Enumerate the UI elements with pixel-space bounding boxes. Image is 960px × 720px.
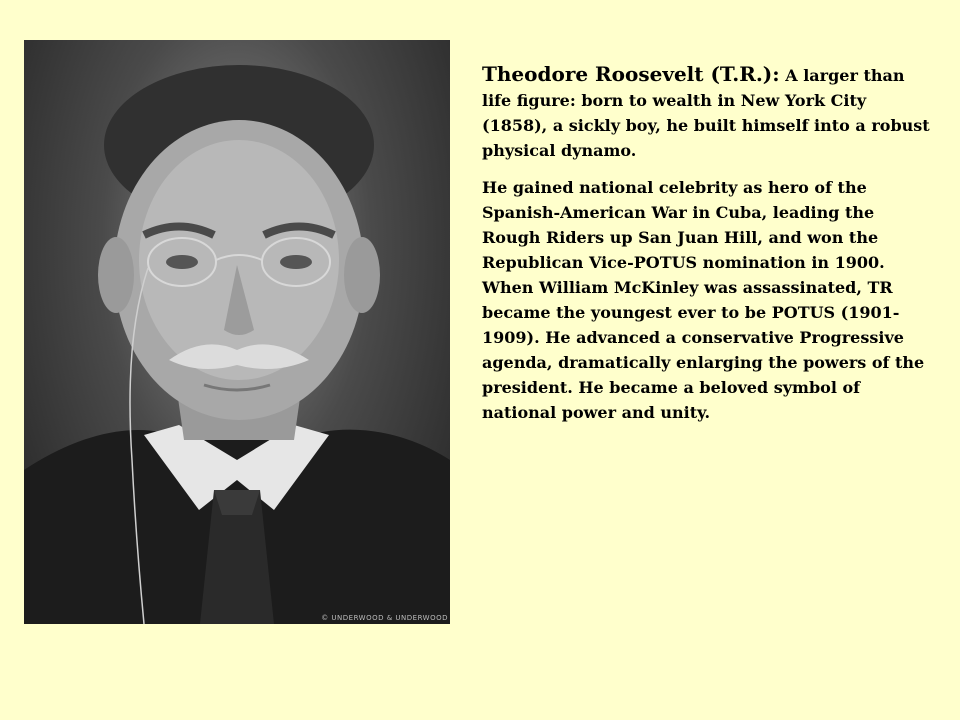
body-paragraph: He gained national celebrity as hero of the Spanish-American War in Cuba, leading the Rough Riders up San Juan Hill, and won the Republican Vice-POTUS nomination in 1900. When William McKinley was assassinated, TR became the youngest ever to be POTUS (1901-1909). He advanced a conservative Progressive agenda, dramatically enlarging the powers of the president. He became a beloved symbol of national power and unity. <box>482 178 925 422</box>
photo-credit: © UNDERWOOD & UNDERWOOD <box>321 614 448 622</box>
intro-paragraph <box>482 62 930 163</box>
portrait-photo-icon <box>24 40 450 624</box>
biography-text <box>482 62 930 437</box>
intro-text: A larger than life figure: born to wealth in New York City (1858), a sickly boy, he built himself into a robust physical dynamo. <box>482 66 930 160</box>
subject-name: Theodore Roosevelt (T.R.): <box>482 62 780 86</box>
portrait-photo <box>24 40 450 624</box>
